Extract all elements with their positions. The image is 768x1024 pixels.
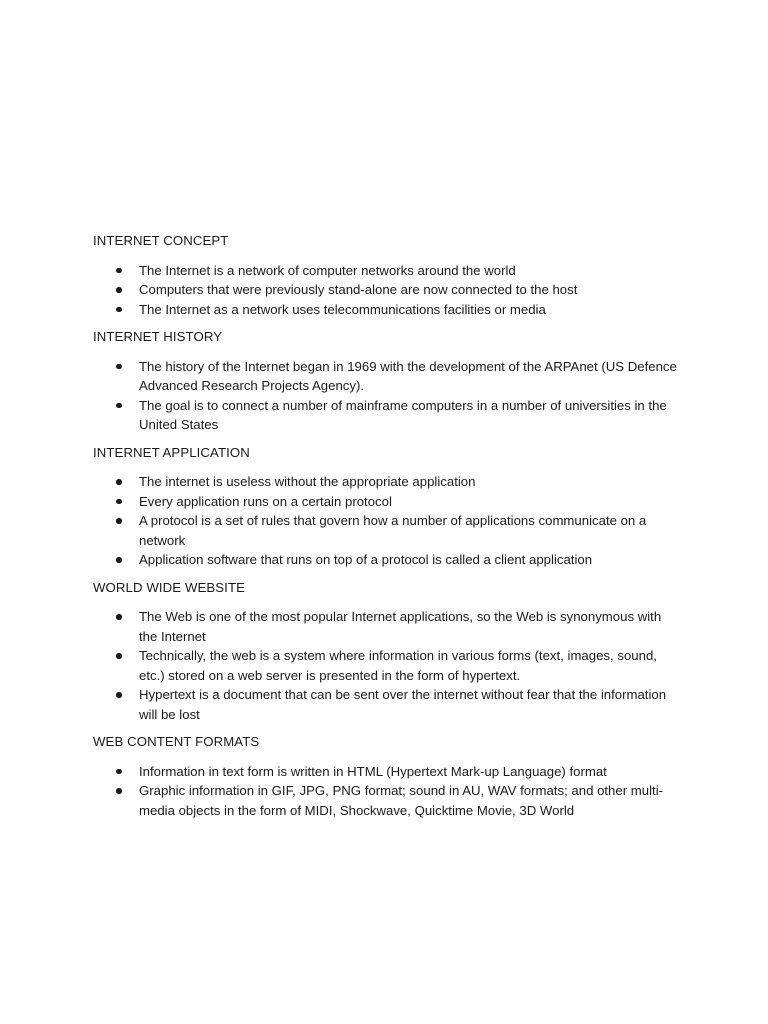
list-item: The Web is one of the most popular Internet applications, so the Web is synonymous with the Internet (93, 607, 683, 646)
section-internet-history (93, 327, 683, 435)
bullet-list (93, 472, 683, 570)
section-internet-application (93, 443, 683, 570)
section-heading: WEB CONTENT FORMATS (93, 734, 260, 749)
document-body (93, 231, 683, 828)
list-item: The Internet as a network uses telecommunications facilities or media (93, 300, 683, 320)
list-item: Technically, the web is a system where information in various forms (text, images, sound, etc.) stored on a web server is presented in the form of hypertext. (93, 646, 683, 685)
section-web-content-formats (93, 732, 683, 820)
list-item: The goal is to connect a number of mainframe computers in a number of universities in the United States (93, 396, 683, 435)
section-heading: INTERNET APPLICATION (93, 444, 250, 460)
list-item: A protocol is a set of rules that govern how a number of applications communicate on a network (93, 511, 683, 550)
list-item: Graphic information in GIF, JPG, PNG format; sound in AU, WAV formats; and other multi-media objects in the form of MIDI, Shockwave, Quicktime Movie, 3D World (93, 781, 683, 820)
bullet-list (93, 607, 683, 724)
list-item: Every application runs on a certain protocol (93, 492, 683, 512)
section-heading: WORLD WIDE WEBSITE (93, 579, 245, 595)
list-item: Computers that were previously stand-alone are now connected to the host (93, 280, 683, 300)
list-item: Hypertext is a document that can be sent over the internet without fear that the information will be lost (93, 685, 683, 724)
section-heading: INTERNET HISTORY (93, 329, 223, 344)
section-heading: INTERNET CONCEPT (93, 233, 229, 248)
section-internet-concept (93, 231, 683, 319)
bullet-list (93, 357, 683, 435)
list-item: The history of the Internet began in 1969 with the development of the ARPAnet (US Defence Advanced Research Projects Agency). (93, 357, 683, 396)
bullet-list (93, 261, 683, 320)
bullet-list (93, 762, 683, 821)
list-item: The Internet is a network of computer networks around the world (93, 261, 683, 281)
list-item: The internet is useless without the appropriate application (93, 472, 683, 492)
section-world-wide-website (93, 578, 683, 725)
list-item: Information in text form is written in HTML (Hypertext Mark-up Language) format (93, 762, 683, 782)
list-item: Application software that runs on top of a protocol is called a client application (93, 550, 683, 570)
